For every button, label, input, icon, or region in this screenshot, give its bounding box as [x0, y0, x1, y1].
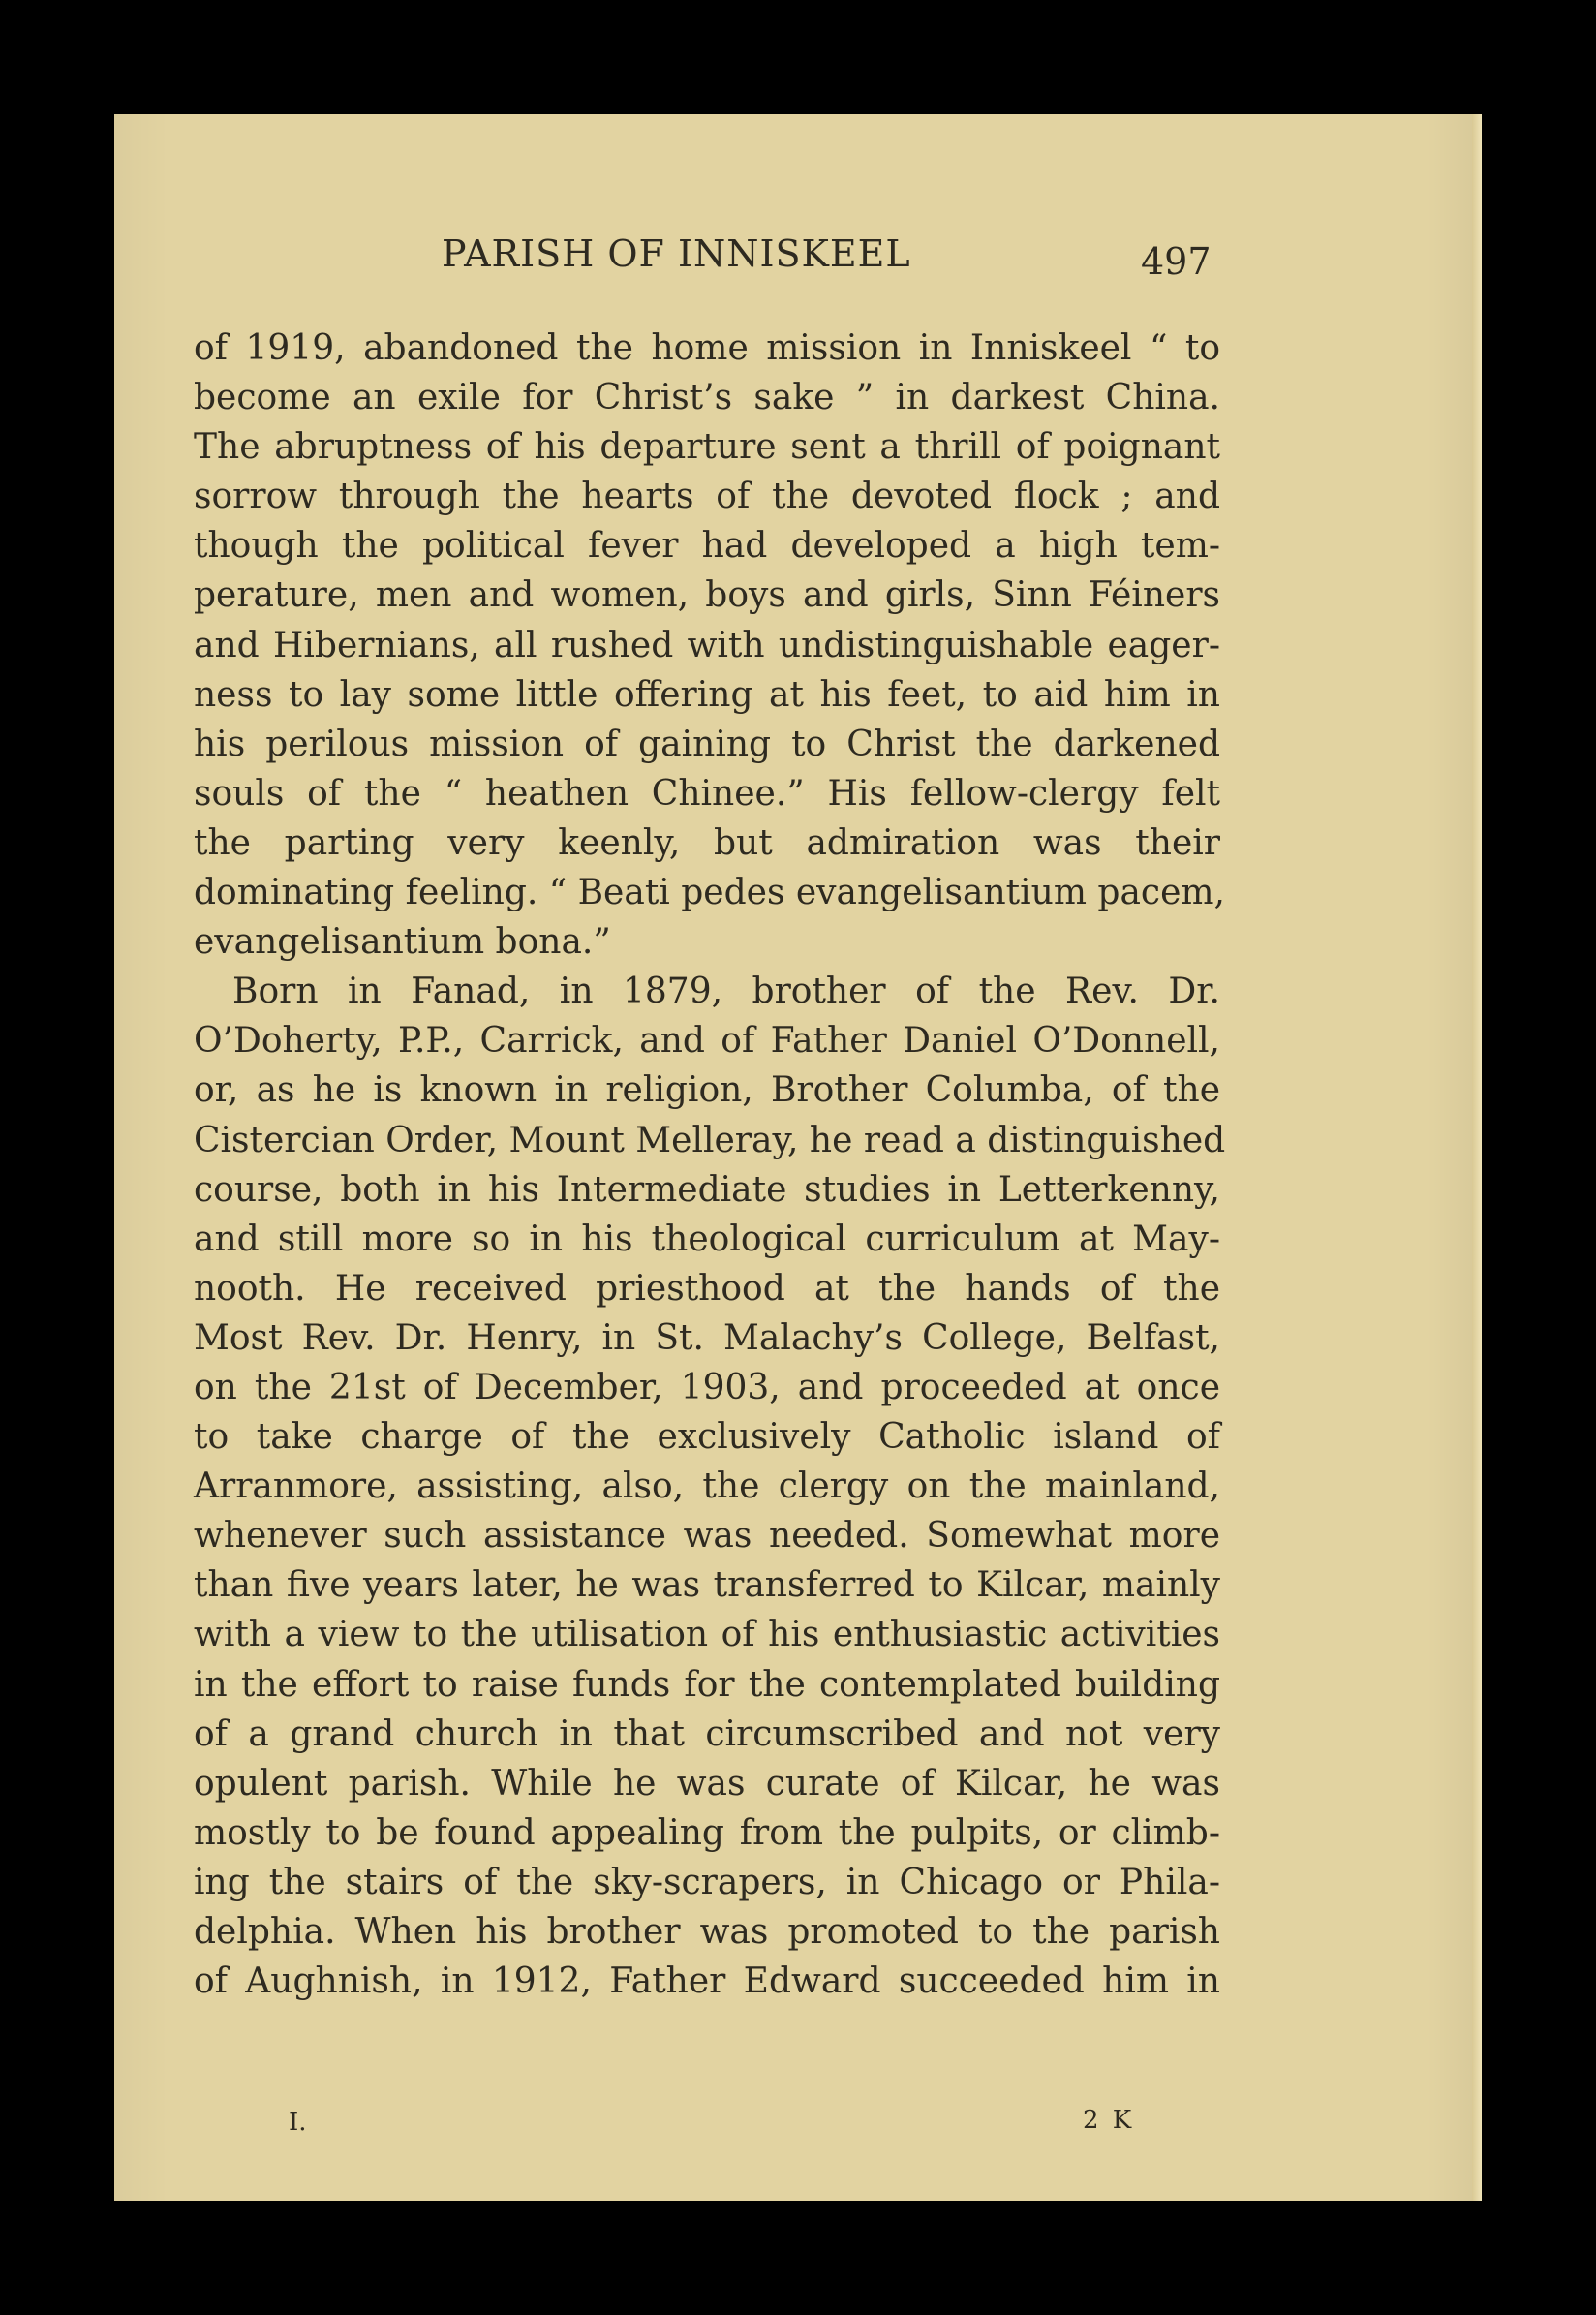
- text-line: to take charge of the exclusively Catholic island of: [194, 1417, 1220, 1458]
- text-line: mostly to be found appealing from the pulpits, or climb-: [194, 1812, 1220, 1853]
- page-number: 497: [1141, 240, 1212, 283]
- text-line: opulent parish. While he was curate of Kilcar, he was: [194, 1763, 1220, 1804]
- text-line: and still more so in his theological curriculum at May-: [194, 1219, 1220, 1259]
- text-line: the parting very keenly, but admiration was their: [194, 822, 1220, 863]
- text-line: of a grand church in that circumscribed and not very: [194, 1713, 1220, 1754]
- text-line: delphia. When his brother was promoted to the parish: [194, 1912, 1220, 1952]
- running-title: PARISH OF INNISKEEL: [442, 232, 911, 275]
- text-line: dominating feeling. “ Beati pedes evangelisantium pacem,: [194, 873, 1225, 913]
- text-line: Arranmore, assisting, also, the clergy on the mainland,: [194, 1466, 1220, 1507]
- book-page: [114, 114, 1482, 2201]
- volume-mark: I.: [289, 2108, 307, 2137]
- text-line: ing the stairs of the sky-scrapers, in Chicago or Phila-: [194, 1862, 1220, 1902]
- text-line: sorrow through the hearts of the devoted flock ; and: [194, 477, 1220, 517]
- text-line: or, as he is known in religion, Brother Columba, of the: [194, 1070, 1220, 1111]
- text-line: though the political fever had developed a high tem-: [194, 526, 1220, 567]
- text-line: with a view to the utilisation of his enthusiastic activities: [194, 1615, 1220, 1655]
- text-line: and Hibernians, all rushed with undistinguishable eager-: [194, 625, 1220, 665]
- text-line: of 1919, abandoned the home mission in Inniskeel “ to: [194, 328, 1220, 368]
- text-line: course, both in his Intermediate studies in Letterkenny,: [194, 1169, 1220, 1210]
- paragraph-1: [194, 324, 1225, 967]
- text-line: Most Rev. Dr. Henry, in St. Malachy’s College, Belfast,: [194, 1317, 1220, 1358]
- text-line: O’Doherty, P.P., Carrick, and of Father Daniel O’Donnell,: [194, 1021, 1220, 1062]
- text-line: The abruptness of his departure sent a thrill of poignant: [194, 427, 1220, 468]
- text-line: Cistercian Order, Mount Melleray, he read a distinguished: [194, 1120, 1226, 1160]
- text-line: his perilous mission of gaining to Christ the darkened: [194, 724, 1220, 764]
- text-line: perature, men and women, boys and girls, Sinn Féiners: [194, 575, 1220, 616]
- signature-mark: 2 K: [1083, 2106, 1135, 2135]
- page-edge: [1472, 114, 1482, 2201]
- text-line: become an exile for Christ’s sake ” in darkest China.: [194, 378, 1220, 418]
- text-line: on the 21st of December, 1903, and proceeded at once: [194, 1367, 1220, 1407]
- text-line: whenever such assistance was needed. Somewhat more: [194, 1516, 1220, 1557]
- text-line: in the effort to raise funds for the contemplated building: [194, 1664, 1220, 1705]
- paragraph-2: [194, 967, 1226, 2006]
- text-line: souls of the “ heathen Chinee.” His fellow-clergy felt: [194, 773, 1220, 814]
- text-line: of Aughnish, in 1912, Father Edward succeeded him in: [194, 1961, 1220, 2002]
- text-line: ness to lay some little offering at his feet, to aid him in: [194, 674, 1220, 715]
- text-line: evangelisantium bona.”: [194, 922, 611, 963]
- text-line: Born in Fanad, in 1879, brother of the Rev. Dr.: [232, 972, 1220, 1012]
- text-line: nooth. He received priesthood at the hands of the: [194, 1268, 1220, 1309]
- body-text: [194, 324, 1226, 2006]
- text-line: than five years later, he was transferred to Kilcar, mainly: [194, 1565, 1220, 1606]
